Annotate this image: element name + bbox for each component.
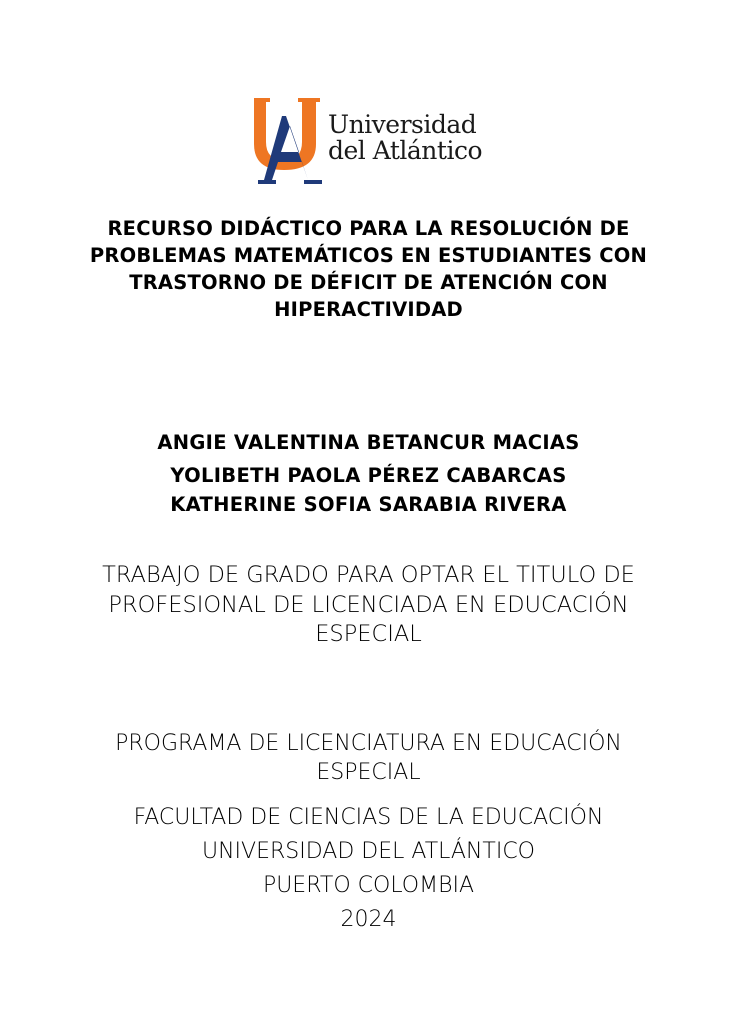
logo-name-line1: Universidad	[328, 110, 477, 139]
degree-line: ESPECIAL	[315, 621, 422, 647]
program-line: ESPECIAL	[316, 760, 421, 785]
university-name-text: UNIVERSIDAD DEL ATLÁNTICO	[201, 839, 536, 864]
thesis-title	[60, 215, 677, 323]
degree-statement	[40, 561, 697, 650]
title-line: HIPERACTIVIDAD	[274, 298, 463, 321]
university-logo	[252, 94, 492, 184]
logo-name-line2: del Atlántico	[328, 136, 482, 165]
university-emblem-icon	[252, 94, 324, 184]
title-line: PROBLEMAS MATEMÁTICOS EN ESTUDIANTES CON	[89, 244, 648, 267]
program-line: PROGRAMA DE LICENCIATURA EN EDUCACIÓN	[115, 731, 622, 756]
author-name: ANGIE VALENTINA BETANCUR MACIAS	[157, 431, 580, 454]
university-name	[328, 112, 482, 164]
program-name	[40, 729, 697, 787]
faculty-name: FACULTAD DE CIENCIAS DE LA EDUCACIÓN	[133, 805, 604, 830]
title-line: TRASTORNO DE DÉFICIT DE ATENCIÓN CON	[129, 271, 608, 294]
city: PUERTO COLOMBIA	[262, 873, 475, 898]
title-line: RECURSO DIDÁCTICO PARA LA RESOLUCIÓN DE	[107, 217, 630, 240]
author-name: YOLIBETH PAOLA PÉREZ CABARCAS	[170, 464, 567, 487]
degree-line: PROFESIONAL DE LICENCIADA EN EDUCACIÓN	[108, 591, 629, 618]
year: 2024	[340, 907, 397, 932]
author-name: KATHERINE SOFIA SARABIA RIVERA	[170, 493, 567, 516]
degree-line: TRABAJO DE GRADO PARA OPTAR EL TITULO DE	[102, 562, 635, 588]
faculty-info	[40, 801, 697, 937]
